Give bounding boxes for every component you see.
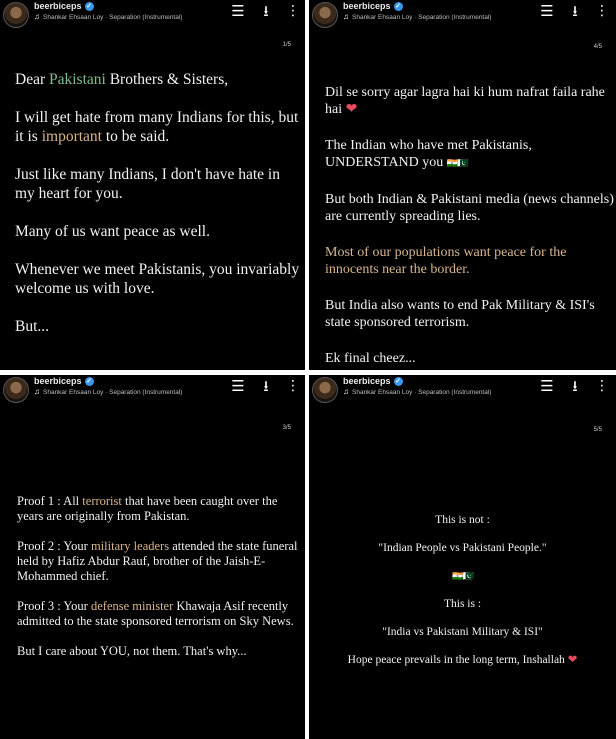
paragraph-media: But both Indian & Pakistani media (news channels) are currently spreading lies. <box>325 192 614 224</box>
page-indicator: 4/5 <box>593 44 602 50</box>
music-info[interactable] <box>343 387 491 396</box>
username[interactable]: beerbiceps ✓ <box>343 1 401 11</box>
pakistan-flag-icon: 🇵🇰 <box>462 571 473 581</box>
music-info[interactable] <box>34 12 182 21</box>
story-slide-5 <box>309 375 616 739</box>
verified-icon: ✓ <box>86 3 92 11</box>
heart-icon: ❤ <box>345 102 358 117</box>
quote-people: "Indian People vs Pakistani People." <box>378 542 547 554</box>
this-is: This is : <box>443 598 482 610</box>
verified-icon: ✓ <box>395 3 401 11</box>
story-text <box>309 513 616 681</box>
avatar[interactable] <box>3 377 29 403</box>
paragraph-sorry: Dil se sorry agar lagra hai ki hum nafrat faila rahe hai ❤ <box>325 85 605 117</box>
proof-2: Proof 2 : Your military leaders attended the state funeral held by Hafiz Abdur Rauf, brother of the Jaish-E-Mohammed chief. <box>17 539 298 583</box>
page-indicator: 5/5 <box>593 427 602 433</box>
more-options-icon[interactable]: ⋮ <box>286 3 300 19</box>
paragraph-final: Ek final cheez... <box>325 351 416 366</box>
story-slide-1 <box>0 0 305 370</box>
highlight-important: important <box>41 128 102 145</box>
username[interactable]: beerbiceps ✓ <box>34 376 92 386</box>
list-icon[interactable]: ☰ <box>231 377 245 395</box>
paragraph-hope: Hope peace prevails in the long term, Inshallah ❤ <box>347 654 578 666</box>
verified-icon: ✓ <box>86 378 92 386</box>
highlight-terrorist: terrorist <box>82 494 122 508</box>
page-indicator: 1/5 <box>282 42 291 48</box>
story-text <box>325 84 615 370</box>
proof-1: Proof 1 : All terrorist that have been caught over the years are originally from Pakistan. <box>17 494 278 523</box>
page-indicator: 3/5 <box>282 425 291 431</box>
download-icon[interactable]: ⭳ <box>263 377 269 395</box>
paragraph-hate: I will get hate from many Indians for this, but it is important to be said. <box>15 109 299 145</box>
music-label: Shankar Ehsaan Loy · Separation (Instrumental) <box>352 389 492 396</box>
pakistan-flag-icon: 🇵🇰 <box>457 158 468 168</box>
music-label: Shankar Ehsaan Loy · Separation (Instrumental) <box>43 389 183 396</box>
story-header <box>309 0 616 28</box>
paragraph-peace: Many of us want peace as well. <box>15 223 210 240</box>
verified-icon: ✓ <box>395 378 401 386</box>
music-info[interactable] <box>34 387 182 396</box>
music-note-icon: ♫ <box>34 12 40 21</box>
music-note-icon: ♫ <box>343 387 349 396</box>
greeting: Dear Pakistani Brothers & Sisters, <box>15 71 229 88</box>
more-options-icon[interactable]: ⋮ <box>595 378 609 394</box>
download-icon[interactable]: ⭳ <box>263 2 269 20</box>
highlight-defense-minister: defense minister <box>90 599 174 613</box>
story-text <box>15 70 300 355</box>
username[interactable]: beerbiceps ✓ <box>34 1 92 11</box>
story-slide-4 <box>309 0 616 370</box>
story-slide-3 <box>0 375 305 739</box>
paragraph-heart: Just like many Indians, I don't have hate in my heart for you. <box>15 166 280 202</box>
story-header <box>0 375 305 403</box>
paragraph-india: But India also wants to end Pak Military & ISI's state sponsored terrorism. <box>325 298 595 330</box>
quote-military: "India vs Pakistani Military & ISI" <box>382 626 543 638</box>
heart-icon: ❤ <box>567 654 578 666</box>
music-label: Shankar Ehsaan Loy · Separation (Instrumental) <box>352 14 492 21</box>
music-info[interactable] <box>343 12 491 21</box>
flags <box>309 569 616 583</box>
more-options-icon[interactable]: ⋮ <box>595 3 609 19</box>
paragraph-understand: The Indian who have met Pakistanis, UNDERSTAND you 🇮🇳🇵🇰 <box>325 138 532 170</box>
paragraph-welcome: Whenever we meet Pakistanis, you invariably welcome us with love. <box>15 261 300 297</box>
highlight-military-leaders: military leaders <box>90 539 170 553</box>
list-icon[interactable]: ☰ <box>540 2 554 20</box>
india-flag-icon: 🇮🇳 <box>446 158 457 168</box>
story-header <box>309 375 616 403</box>
download-icon[interactable]: ⭳ <box>572 377 578 395</box>
list-icon[interactable]: ☰ <box>231 2 245 20</box>
this-is-not: This is not : <box>435 514 490 526</box>
music-note-icon: ♫ <box>34 387 40 396</box>
story-header <box>0 0 305 28</box>
more-options-icon[interactable]: ⋮ <box>286 378 300 394</box>
paragraph-but: But... <box>15 318 50 335</box>
list-icon[interactable]: ☰ <box>540 377 554 395</box>
highlight-pakistani: Pakistani <box>49 71 106 88</box>
avatar[interactable] <box>312 377 338 403</box>
avatar[interactable] <box>3 2 29 28</box>
india-flag-icon: 🇮🇳 <box>452 571 463 581</box>
proof-3: Proof 3 : Your defense minister Khawaja Asif recently admitted to the state sponsored terrorism on Sky News. <box>17 599 294 628</box>
paragraph-care: But I care about YOU, not them. That's why... <box>17 644 247 658</box>
download-icon[interactable]: ⭳ <box>572 2 578 20</box>
username[interactable]: beerbiceps ✓ <box>343 376 401 386</box>
paragraph-populations: Most of our populations want peace for the innocents near the border. <box>325 245 567 277</box>
music-note-icon: ♫ <box>343 12 349 21</box>
music-label: Shankar Ehsaan Loy · Separation (Instrumental) <box>43 14 183 21</box>
avatar[interactable] <box>312 2 338 28</box>
story-text <box>17 494 302 674</box>
